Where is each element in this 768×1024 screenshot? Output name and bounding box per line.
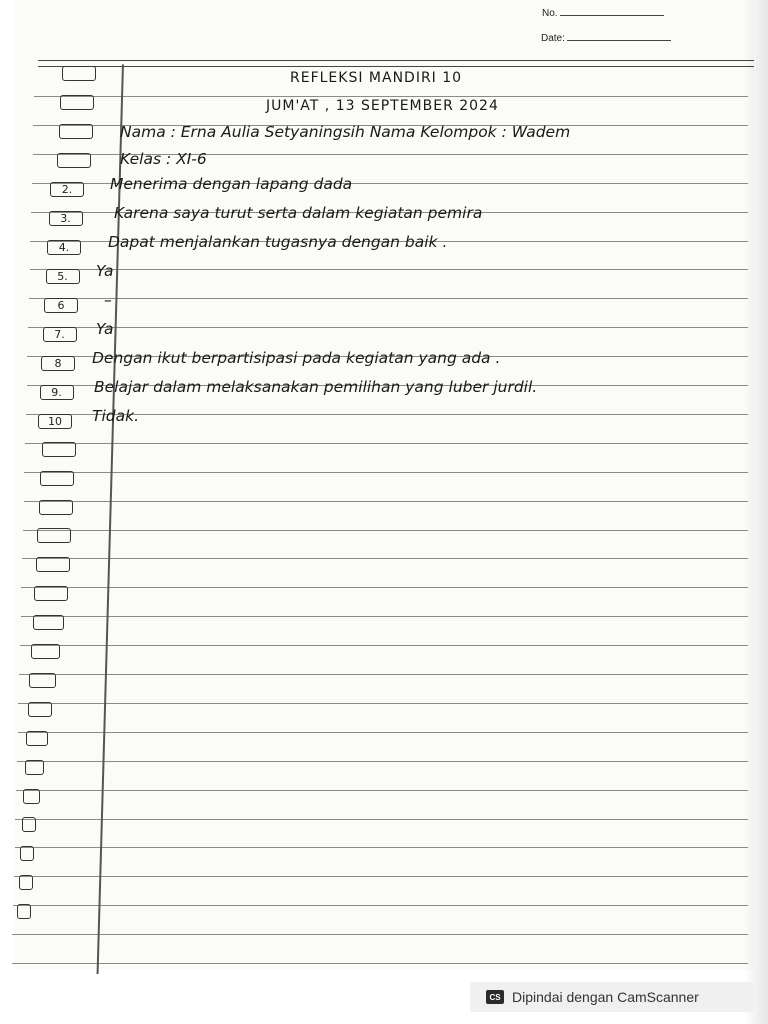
answer-text: Ya [96,319,114,338]
ruled-line [17,761,748,762]
ruled-line [24,501,749,502]
margin-box [39,500,73,515]
margin-box [33,615,65,630]
footer-text: Dipindai dengan CamScanner [512,989,699,1005]
ruled-line [21,616,749,617]
answer-number-box: 3. [49,211,83,226]
ruled-line [18,703,748,704]
ruled-line [15,847,749,848]
top-rule-2 [38,66,754,67]
answer-number-box: 7. [43,327,77,342]
answer-text: Menerima dengan lapang dada [110,175,353,194]
doc-date: JUM'AT , 13 SEPTEMBER 2024 [266,98,499,114]
ruled-line [29,298,748,299]
no-label: No. [542,8,558,19]
no-field [542,8,664,19]
margin-box [29,673,56,688]
answer-number-box: 5. [46,269,80,284]
answer-number-box: 4. [47,240,81,255]
class-line: Kelas : XI-6 [120,150,207,168]
margin-box [37,528,71,543]
margin-box [62,66,96,81]
answer-text: Ya [96,262,114,281]
ruled-line [22,558,748,559]
answer-text: – [104,291,112,309]
margin-box [40,471,74,486]
answer-text: Dapat menjalankan tugasnya dengan baik . [108,233,448,252]
margin-box [34,586,68,601]
ruled-line [19,674,748,675]
ruled-line [15,819,748,820]
ruled-line [30,269,749,270]
ruled-line [34,96,748,97]
margin-box [22,817,36,832]
margin-box [19,875,33,890]
margin-box [36,557,70,572]
answer-text: Dengan ikut berpartisipasi pada kegiatan yang ada . [92,348,501,367]
margin-box [25,760,44,775]
answer-number-box: 2. [50,182,84,197]
margin-box [59,124,93,139]
ruled-line [13,905,748,906]
margin-box [28,702,52,717]
camscanner-icon: CS [486,990,504,1004]
top-rule [38,60,754,61]
ruled-line [16,790,748,791]
margin-box [57,153,91,168]
answer-text: Karena saya turut serta dalam kegiatan pemira [114,204,483,223]
date-underline [567,40,671,41]
answer-number-box: 8 [41,356,75,371]
answer-text: Belajar dalam melaksanakan pemilihan yang luber jurdil. [94,377,538,396]
notebook-page [14,0,754,970]
answer-number-box: 10 [38,414,72,429]
margin-box [17,904,31,919]
scanner-footer [470,982,754,1012]
margin-box [26,731,48,746]
ruled-line [14,876,748,877]
answer-text: Tidak. [92,406,140,425]
date-label: Date: [541,33,565,44]
ruled-line [12,963,749,964]
name-line: Nama : Erna Aulia Setyaningsih Nama Kelompok : Wadem [120,123,571,141]
margin-box [60,95,94,110]
ruled-line [24,472,748,473]
margin-box [31,644,60,659]
answer-number-box: 6 [44,298,78,313]
margin-box [42,442,76,457]
answer-number-box: 9. [40,385,74,400]
doc-title: REFLEKSI MANDIRI 10 [290,70,463,86]
date-field [541,33,671,44]
ruled-line [20,645,748,646]
ruled-line [21,587,748,588]
ruled-line [18,732,749,733]
no-underline [560,15,664,16]
ruled-line [25,443,748,444]
ruled-line [23,530,748,531]
margin-box [20,846,34,861]
ruled-line [12,934,748,935]
margin-box [23,789,40,804]
ruled-line [28,327,748,328]
